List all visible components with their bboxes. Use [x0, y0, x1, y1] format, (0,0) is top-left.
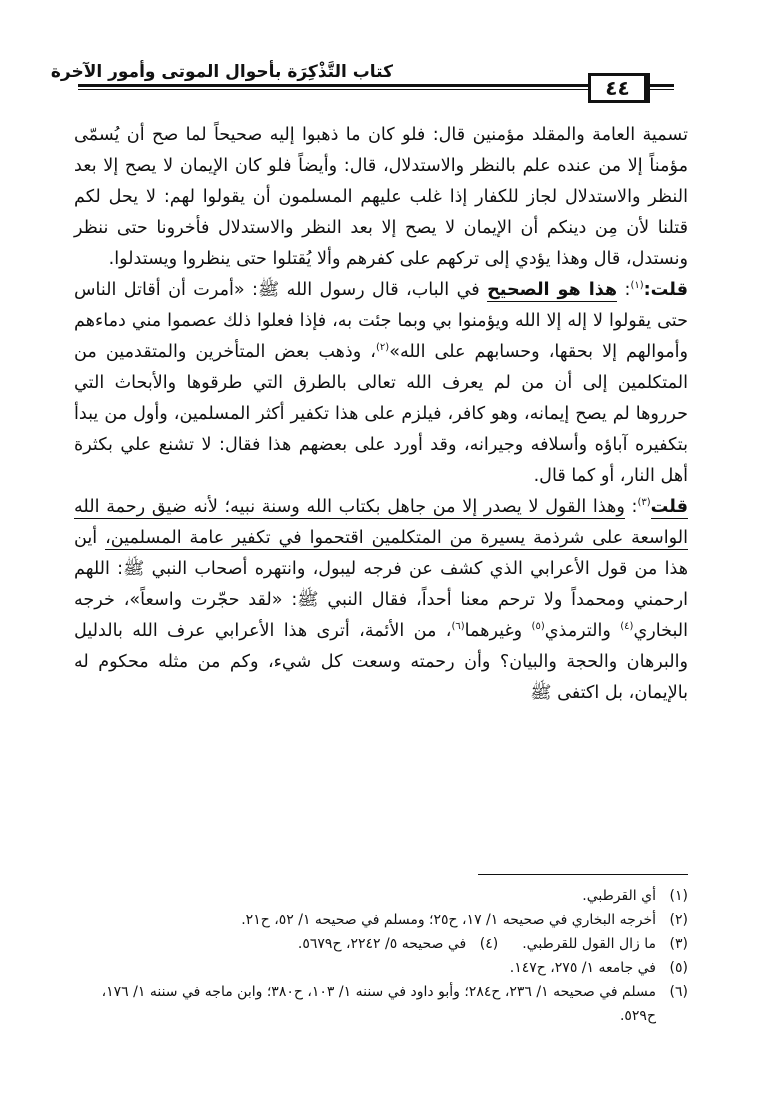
paragraph-2-rest: ، وذهب بعض المتأخرين والمتقدمين من المتكلمين إلى أن من لم يعرف الله تعالى بالطرق التي طرقوها والأبحاث التي حرروها لم يصح إيمانه، وهو كافر، فيلزم على هذا تكفير أكثر المسلمين، وأول من يبدأ بتكفيره آباؤه وأسلافه وجيرانه، وقد أورد على بعضهم هذا فقال: لا تشنع علي بكثرة أهل النار، أو كما قال. — [74, 342, 688, 486]
colon-2: : — [624, 497, 638, 517]
footnote-text: في جامعه ١/ ٢٧٥، ح١٤٧. — [509, 960, 656, 976]
footnote-ref-5: (٥) — [531, 621, 545, 633]
hadith-text: في الباب، قال رسول الله ﷺ: «أمرت أن أقاتل الناس حتى يقولوا لا إله إلا الله ويؤمنوا بي وبما جئت به، فإذا فعلوا ذلك عصموا مني دماءهم وأموالهم إلا بحقها، وحسابهم على الله» — [74, 280, 688, 362]
footnote-ref-3: (٣) — [637, 497, 651, 509]
footnote-5 — [74, 956, 688, 980]
footnote-separator — [478, 874, 688, 875]
colon: : — [617, 280, 631, 300]
footnote-text: في صحيحه ٥/ ٢٢٤٢، ح٥٦٧٩. — [297, 936, 467, 952]
paragraph-2 — [74, 275, 688, 492]
footnote-1 — [74, 884, 688, 908]
footnote-text: أي القرطبي. — [582, 888, 656, 904]
footnote-number: (٣) — [669, 936, 688, 952]
footnote-6 — [74, 980, 688, 1028]
book-title: كتاب التَّذْكِرَة بأحوال الموتى وأمور الآخرة — [50, 62, 393, 82]
footnote-ref-1: (١) — [630, 280, 644, 292]
footnote-4 — [298, 932, 498, 956]
footnote-row-3-4 — [74, 932, 688, 956]
paragraph-1: تسمية العامة والمقلد مؤمنين قال: فلو كان ما ذهبوا إليه صحيحاً لما صح أن يُسمّى مؤمناً إلا من عنده علم بالنظر والاستدلال، قال: وأيضاً فلو كان الإيمان لا يصح إلا بعد النظر والاستدلال لجاز للكفار إذا غلب عليهم المسلمون أن يقولوا لهم: لا يحل لكم قتلنا لأن مِن دينكم أن الإيمان لا يصح إلا بعد النظر والاستدلال فأخرونا حتى ننظر ونستدل، قال وهذا يؤدي إلى تركهم على كفرهم وألا يُقتلوا حتى ينظروا ويستدلوا. — [74, 125, 688, 269]
paragraph-3-text: أين هذا من قول الأعرابي الذي كشف عن فرجه ليبول، وانتهره أصحاب النبي ﷺ: اللهم ارحمني ومحمداً ولا ترحم معنا أحداً، فقال النبي ﷺ: «لقد حجّرت واسعاً»، خرجه البخاري — [74, 528, 688, 641]
footnote-number: (٥) — [669, 960, 688, 976]
footnote-number: (١) — [669, 888, 688, 904]
running-header — [0, 48, 765, 108]
footnote-number: (٤) — [479, 936, 499, 952]
footnote-ref-4: (٤) — [620, 621, 634, 633]
qult-label: قلت: — [643, 280, 688, 300]
main-text — [74, 120, 688, 709]
footnote-number: (٢) — [669, 912, 688, 928]
footnote-text: مسلم في صحيحه ١/ ٢٣٦، ح٢٨٤؛ وأبو داود في سننه ١/ ١٠٣، ح٣٨٠؛ وابن ماجه في سننه ١/ ١٧٦، ح٥٢٩. — [101, 984, 656, 1024]
footnotes — [74, 884, 688, 1028]
header-rule-thin — [78, 89, 674, 90]
qult-label-2: قلت — [650, 497, 688, 517]
paragraph-3-text-b: والترمذي — [544, 621, 621, 641]
footnote-ref-2: (٢) — [376, 342, 390, 354]
underlined-passage: وهذا القول لا يصدر إلا من جاهل بكتاب الله وسنة نبيه؛ لأنه ضيق رحمة الله الواسعة على شرذمة يسيرة من المتكلمين اقتحموا في تكفير عامة المسلمين، — [74, 497, 688, 548]
footnote-3 — [522, 932, 688, 956]
footnote-text: ما زال القول للقرطبي. — [522, 936, 656, 952]
paragraph-3-text-c: وغيرهما — [464, 621, 532, 641]
header-rule — [78, 84, 674, 87]
footnote-2 — [74, 908, 688, 932]
footnote-ref-6: (٦) — [451, 621, 465, 633]
paragraph-3-text-d: ، من الأئمة، أترى هذا الأعرابي عرف الله بالدليل والبرهان والحجة والبيان؟ وأن رحمته وسعت كل شيء، وكم من مثله محكوم له بالإيمان، بل اكتفى ﷺ — [74, 621, 688, 703]
page-number: ٤٤ — [588, 73, 650, 103]
paragraph-3 — [74, 492, 688, 709]
emphasis-correct: هذا هو الصحيح — [487, 280, 618, 300]
footnote-text: أخرجه البخاري في صحيحه ١/ ١٧، ح٢٥؛ ومسلم في صحيحه ١/ ٥٢، ح٢١. — [241, 912, 656, 928]
footnote-number: (٦) — [669, 984, 688, 1000]
